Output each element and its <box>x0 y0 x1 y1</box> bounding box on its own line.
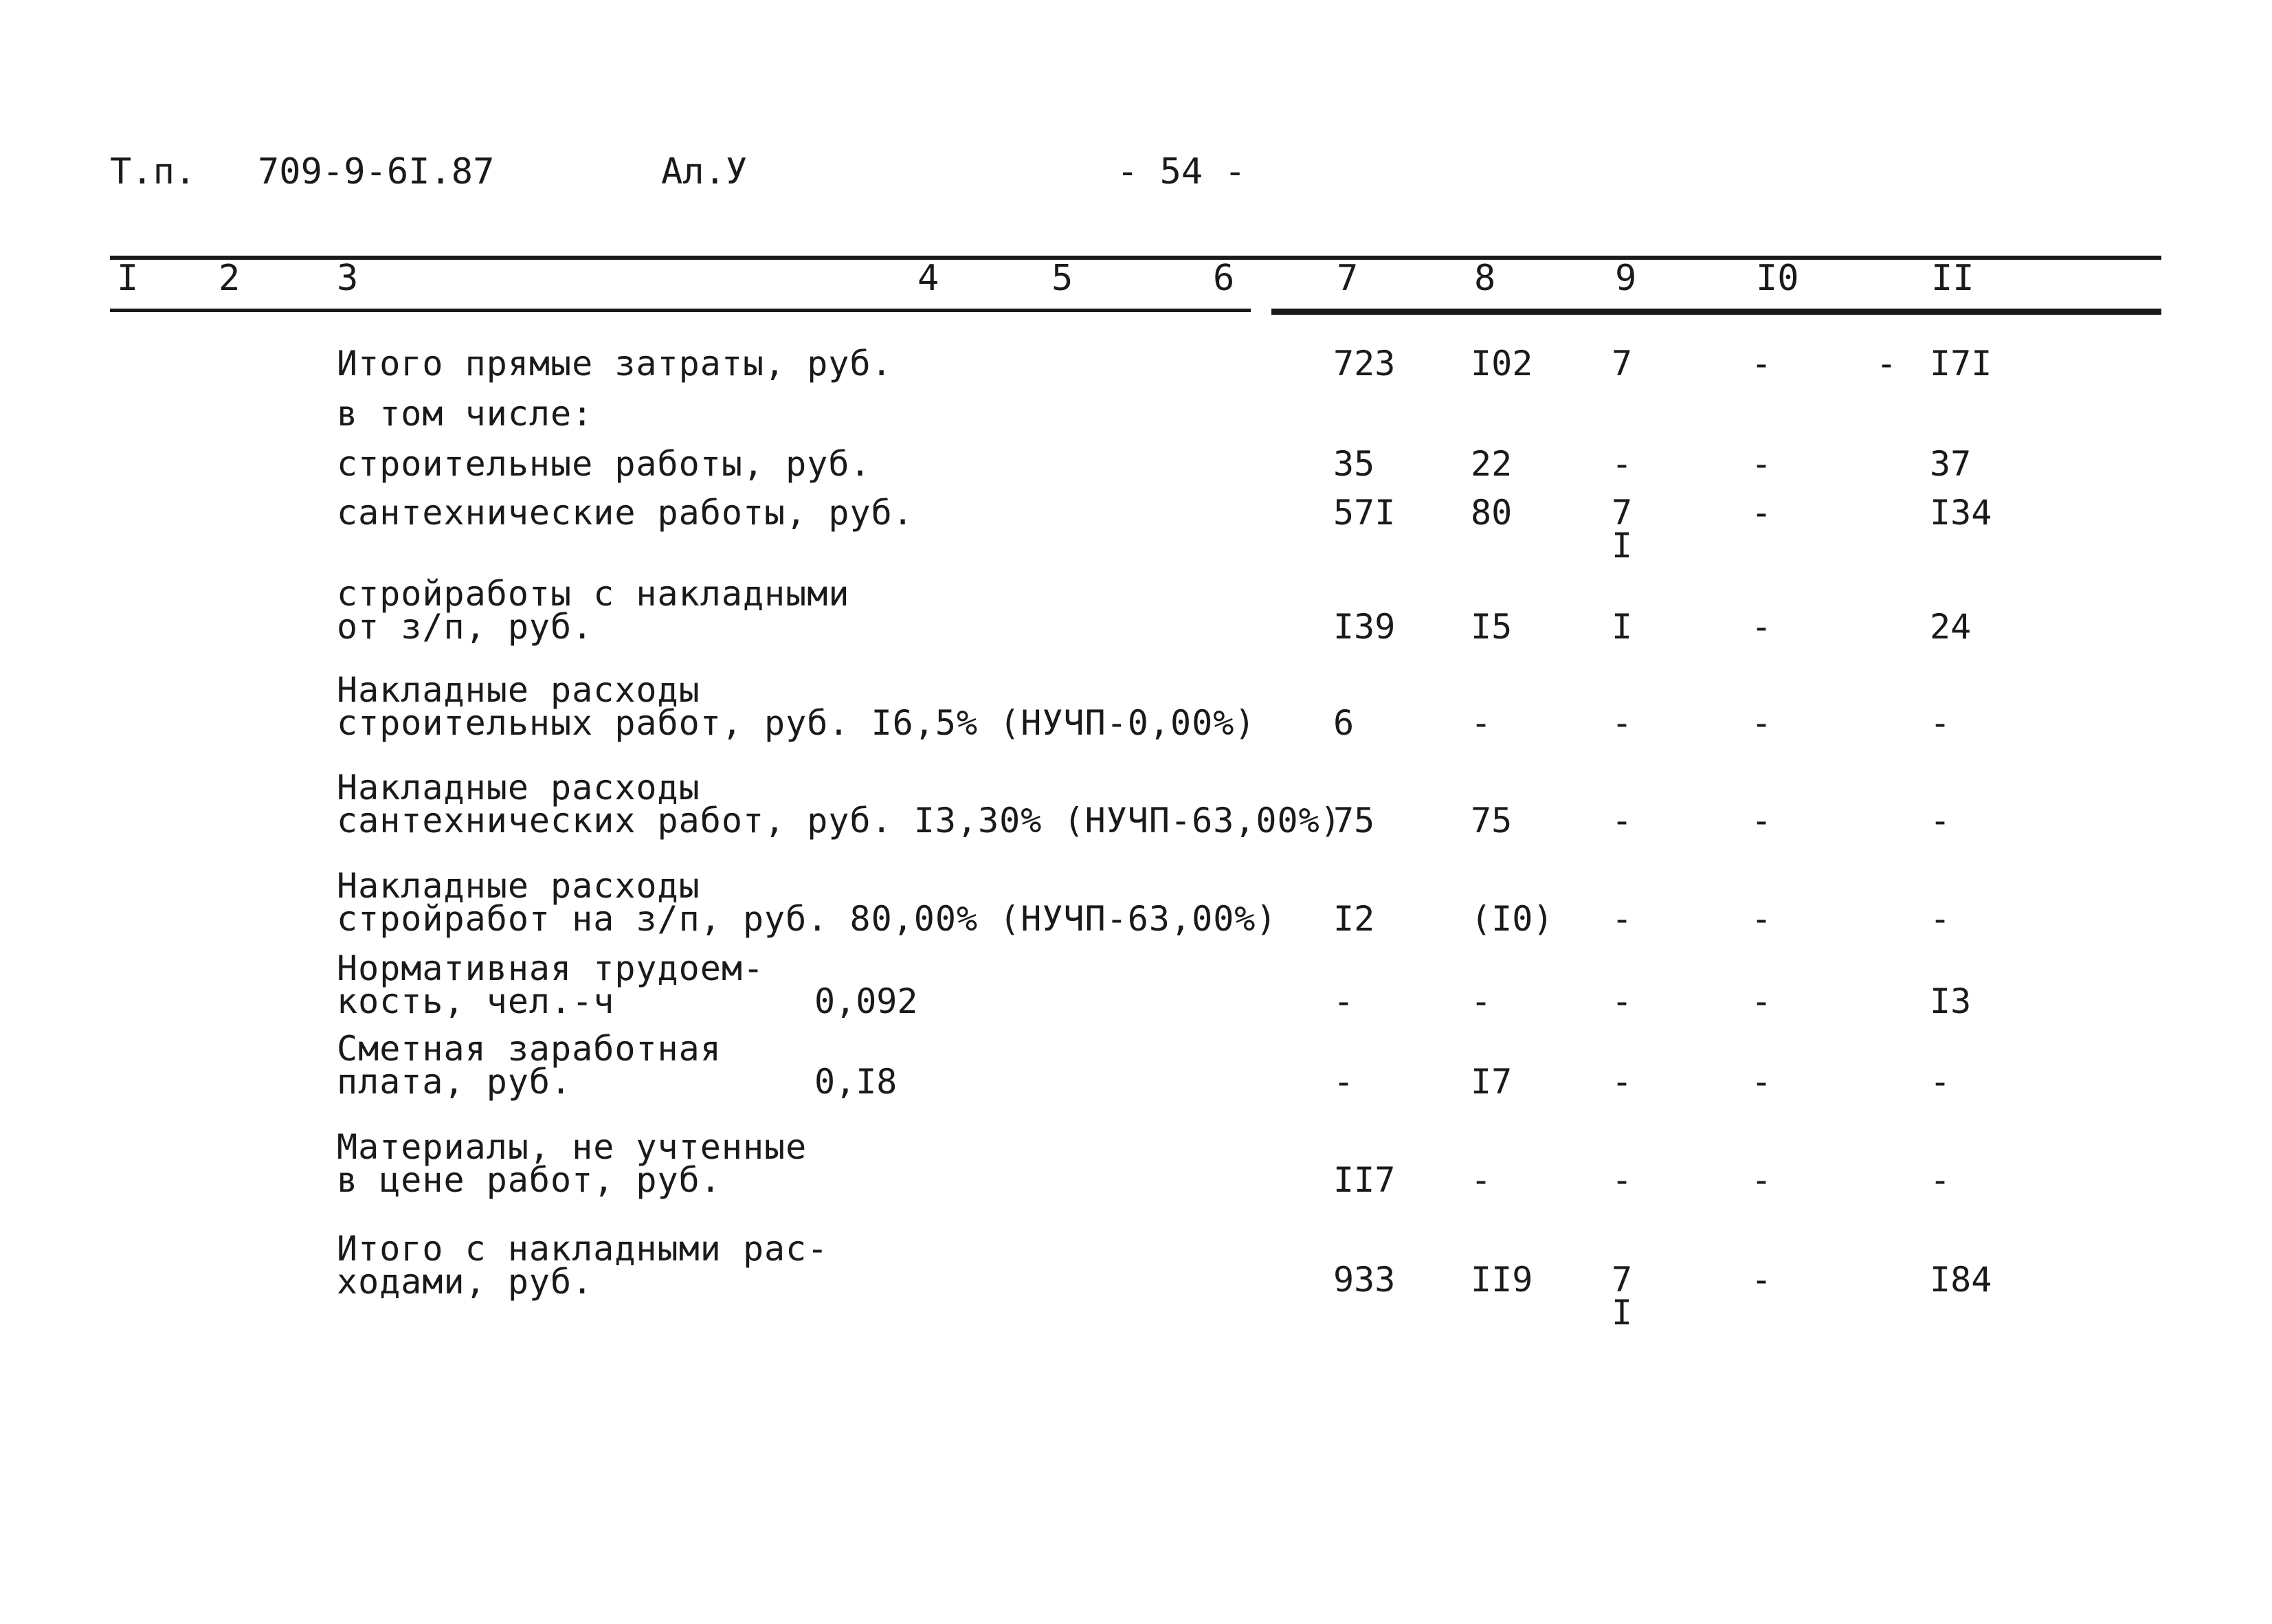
cell-col10: - <box>1751 444 1772 484</box>
cell-col9: - <box>1612 1160 1633 1200</box>
cell-col7: - <box>1333 1062 1355 1102</box>
column-header-11: II <box>1931 258 1974 299</box>
doc-number: 709-9-6I.87 <box>258 151 495 192</box>
row-label: Сметная заработная плата, руб. <box>337 1029 722 1102</box>
header-bottom-rule-right <box>1271 309 2161 315</box>
cell-col9: - <box>1612 801 1633 841</box>
cell-mark: - <box>1876 344 1897 383</box>
cell-col10: - <box>1751 1160 1772 1200</box>
cell-col9: I <box>1612 607 1633 647</box>
cell-col10: - <box>1751 1260 1772 1300</box>
cell-col9: 7 I <box>1612 1260 1633 1333</box>
cell-col11: - <box>1930 1160 1951 1200</box>
column-header-5: 5 <box>1051 258 1073 299</box>
column-header-2: 2 <box>219 258 241 299</box>
cell-col10: - <box>1751 493 1772 533</box>
cell-col9: - <box>1612 703 1633 743</box>
cell-col9: - <box>1612 1062 1633 1102</box>
cell-col11: I3 <box>1930 981 1972 1021</box>
column-header-10: I0 <box>1756 258 1799 299</box>
cell-col8: I02 <box>1471 344 1533 383</box>
cell-col10: - <box>1751 344 1772 383</box>
table-row <box>0 574 2272 653</box>
table-top-rule <box>110 256 2161 260</box>
row-label: сантехнические работы, руб. <box>337 493 914 533</box>
cell-col10: - <box>1751 981 1772 1021</box>
row-label: Итого с накладными рас- ходами, руб. <box>337 1229 829 1302</box>
cell-col11: - <box>1930 801 1951 841</box>
table-row <box>0 1127 2272 1206</box>
cell-col9: 7 I <box>1612 493 1633 566</box>
row-label: в том числе: <box>337 394 594 434</box>
table-row <box>0 768 2272 847</box>
doc-prefix: Т.п. <box>110 151 197 192</box>
row-label: Накладные расходы строительных работ, руб. I6,5% (НУЧП-0,00%) <box>337 670 1256 743</box>
row-label: Накладные расходы стройработ на з/п, руб. 80,00% (НУЧП-63,00%) <box>337 866 1278 939</box>
row-label: Итого прямые затраты, руб. <box>337 344 893 383</box>
cell-col8: I5 <box>1471 607 1513 647</box>
column-header-6: 6 <box>1213 258 1235 299</box>
cell-col9: - <box>1612 444 1633 484</box>
column-header-7: 7 <box>1337 258 1359 299</box>
row-label: Накладные расходы сантехнических работ, руб. I3,30% (НУЧП-63,00%) <box>337 768 1341 841</box>
cell-col8: - <box>1471 1160 1492 1200</box>
cell-col11: 37 <box>1930 444 1972 484</box>
cell-col11: - <box>1930 703 1951 743</box>
cell-col8: 80 <box>1471 493 1513 533</box>
column-header-3: 3 <box>337 258 359 299</box>
cell-col11: - <box>1930 1062 1951 1102</box>
cell-col7: 6 <box>1333 703 1355 743</box>
cell-col10: - <box>1751 899 1772 939</box>
cell-col11: - <box>1930 899 1951 939</box>
cell-col11: 24 <box>1930 607 1972 647</box>
cell-col8: II9 <box>1471 1260 1533 1300</box>
cell-col11: I34 <box>1930 493 1992 533</box>
cell-col7: I39 <box>1333 607 1396 647</box>
row-label: строительные работы, руб. <box>337 444 871 484</box>
column-header-9: 9 <box>1615 258 1637 299</box>
cell-col8: I7 <box>1471 1062 1513 1102</box>
cell-col8: - <box>1471 703 1492 743</box>
cell-col10: - <box>1751 607 1772 647</box>
table-row <box>0 670 2272 749</box>
row-label: стройработы с накладными от з/п, руб. <box>337 574 850 647</box>
cell-col10: - <box>1751 1062 1772 1102</box>
cell-col7: 57I <box>1333 493 1396 533</box>
table-row <box>0 948 2272 1027</box>
row-label: Материалы, не учтенные в цене работ, руб. <box>337 1127 808 1200</box>
cell-col9: 7 <box>1612 344 1633 383</box>
row-label: Нормативная трудоем- кость, чел.-ч <box>337 948 765 1021</box>
cell-col8: - <box>1471 981 1492 1021</box>
cell-col9: - <box>1612 899 1633 939</box>
cell-col10: - <box>1751 703 1772 743</box>
cell-col8: 22 <box>1471 444 1513 484</box>
column-header-8: 8 <box>1474 258 1496 299</box>
cell-col8: 75 <box>1471 801 1513 841</box>
cell-col4: 0,092 <box>814 981 918 1021</box>
cell-col7: I2 <box>1333 899 1375 939</box>
table-row <box>0 1229 2272 1333</box>
album-label: Ал.У <box>661 151 748 192</box>
cell-col10: - <box>1751 801 1772 841</box>
cell-col11: I84 <box>1930 1260 1992 1300</box>
cell-col7: 35 <box>1333 444 1375 484</box>
cell-col7: 933 <box>1333 1260 1396 1300</box>
table-row <box>0 1029 2272 1108</box>
column-header-1: I <box>117 258 139 299</box>
cell-col11: I7I <box>1930 344 1992 383</box>
cell-col7: - <box>1333 981 1355 1021</box>
header-bottom-rule-left <box>110 309 1251 312</box>
cell-col7: 75 <box>1333 801 1375 841</box>
cell-col8: (I0) <box>1471 899 1554 939</box>
cell-col9: - <box>1612 981 1633 1021</box>
table-row <box>0 493 2272 572</box>
page-number: - 54 - <box>1117 151 1246 192</box>
table-row <box>0 866 2272 945</box>
cell-col7: II7 <box>1333 1160 1396 1200</box>
cell-col4: 0,I8 <box>814 1062 898 1102</box>
column-header-4: 4 <box>917 258 939 299</box>
cell-col7: 723 <box>1333 344 1396 383</box>
